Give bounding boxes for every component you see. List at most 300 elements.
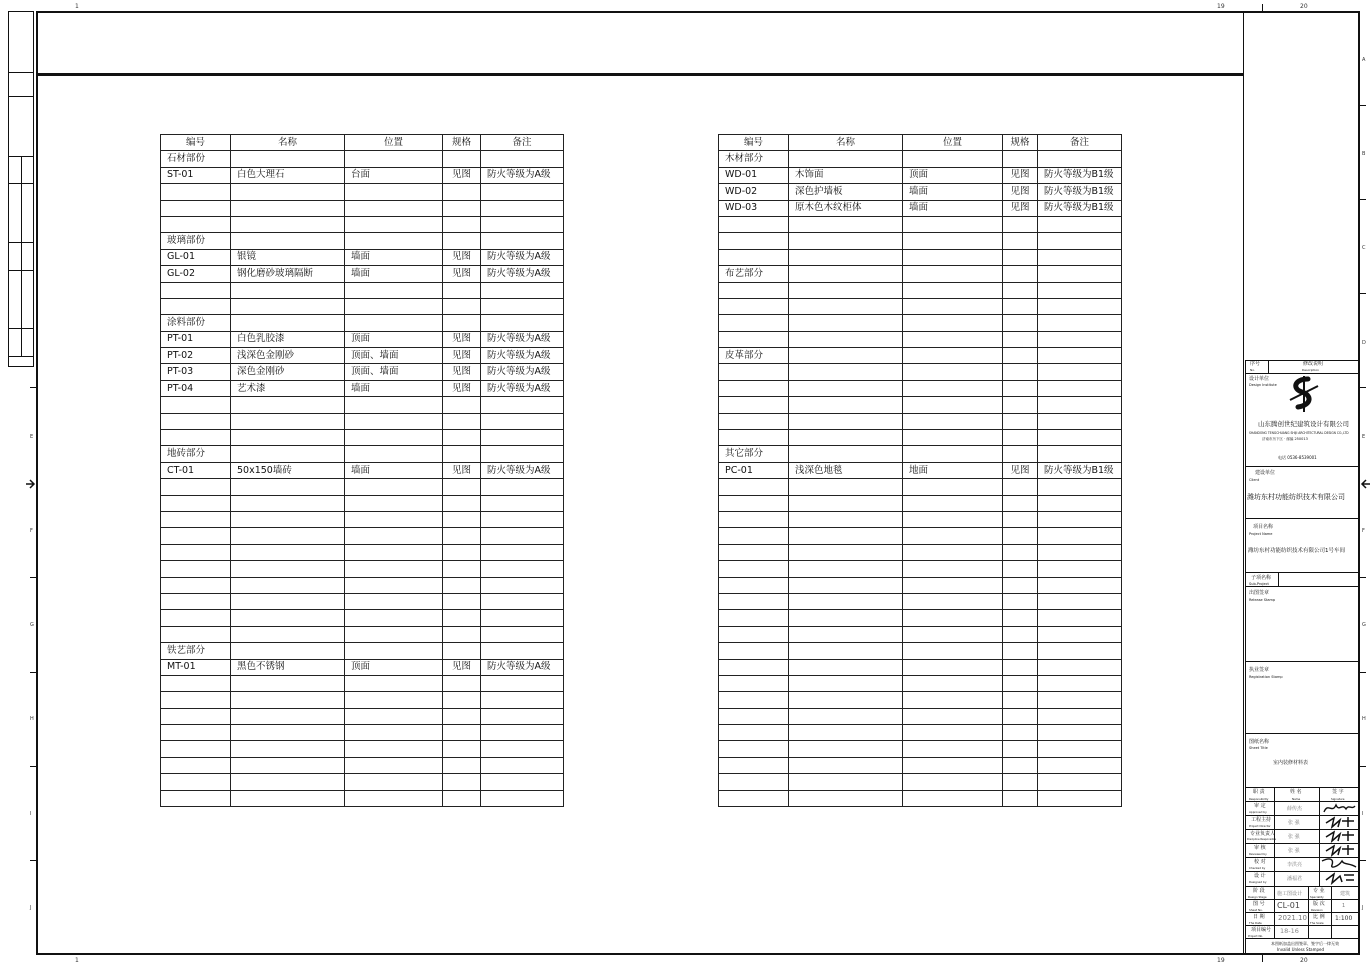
material-table-right bbox=[718, 134, 1122, 807]
cell-code bbox=[719, 774, 789, 790]
cell-code: 地砖部分 bbox=[161, 446, 231, 462]
cell-note: 防火等级为B1级 bbox=[1038, 462, 1122, 478]
cell-position: 墙面 bbox=[903, 184, 1003, 200]
cell-name: 原木色木纹柜体 bbox=[789, 200, 903, 216]
cell-note bbox=[1038, 233, 1122, 249]
cell-note: 防火等级为A级 bbox=[481, 167, 564, 183]
cell-note bbox=[1038, 643, 1122, 659]
cell-spec bbox=[443, 757, 481, 773]
cell-name bbox=[789, 725, 903, 741]
cell-note bbox=[481, 675, 564, 691]
cell-position bbox=[903, 741, 1003, 757]
design-institute-label-en: Design Institute bbox=[1249, 383, 1277, 387]
cell-spec bbox=[443, 528, 481, 544]
cell-note bbox=[1038, 151, 1122, 167]
cell-spec bbox=[1003, 315, 1038, 331]
cell-code: 玻璃部份 bbox=[161, 233, 231, 249]
cell-position bbox=[903, 643, 1003, 659]
reviewed-label: 审 核 bbox=[1254, 845, 1266, 851]
cell-note bbox=[481, 528, 564, 544]
revision-desc-label-en: Description bbox=[1302, 368, 1320, 372]
frame-tick bbox=[1360, 766, 1366, 767]
revision-desc-label: 修改说明 bbox=[1303, 361, 1324, 367]
table-row bbox=[161, 430, 564, 446]
table-row bbox=[719, 364, 1122, 380]
cell-spec bbox=[443, 561, 481, 577]
cell-position: 墙面 bbox=[903, 200, 1003, 216]
cell-note bbox=[1038, 544, 1122, 560]
cell-spec bbox=[443, 675, 481, 691]
sheet-title: 室内装修材料表 bbox=[1273, 760, 1309, 766]
cell-code bbox=[161, 298, 231, 314]
cell-position bbox=[903, 364, 1003, 380]
cell-name: 50x150墙砖 bbox=[231, 462, 345, 478]
cell-code: GL-01 bbox=[161, 249, 231, 265]
stage-value: 施工图设计 bbox=[1277, 891, 1303, 897]
cell-code bbox=[719, 725, 789, 741]
table-row bbox=[719, 200, 1122, 216]
cell-spec bbox=[1003, 511, 1038, 527]
subproject-label: 子项名称 bbox=[1251, 575, 1272, 581]
cell-note bbox=[1038, 610, 1122, 626]
cell-position bbox=[345, 298, 443, 314]
cell-position bbox=[903, 380, 1003, 396]
cell-code bbox=[161, 610, 231, 626]
title-block-rule bbox=[1245, 886, 1359, 887]
cell-name bbox=[789, 397, 903, 413]
cell-position bbox=[903, 249, 1003, 265]
cell-position bbox=[345, 479, 443, 495]
table-row bbox=[719, 561, 1122, 577]
cell-name bbox=[231, 577, 345, 593]
cell-position: 墙面 bbox=[345, 266, 443, 282]
cell-code bbox=[161, 561, 231, 577]
cell-position bbox=[345, 528, 443, 544]
scale-label-en: The Scale bbox=[1310, 921, 1324, 925]
cell-note bbox=[1038, 348, 1122, 364]
cell-code bbox=[161, 511, 231, 527]
title-block-rule bbox=[1245, 572, 1359, 573]
frame-letter: G bbox=[30, 622, 34, 628]
table-row bbox=[161, 184, 564, 200]
cell-spec bbox=[1003, 643, 1038, 659]
cell-note bbox=[481, 233, 564, 249]
cell-note: 防火等级为A级 bbox=[481, 462, 564, 478]
cell-spec bbox=[1003, 741, 1038, 757]
cell-position bbox=[345, 200, 443, 216]
specialty-label: 专 业 bbox=[1313, 888, 1325, 894]
cell-spec bbox=[1003, 544, 1038, 560]
cell-name bbox=[231, 626, 345, 642]
cell-position bbox=[345, 757, 443, 773]
table-row bbox=[161, 249, 564, 265]
table-row bbox=[719, 430, 1122, 446]
table-row bbox=[719, 315, 1122, 331]
cell-spec bbox=[1003, 577, 1038, 593]
cell-name bbox=[789, 282, 903, 298]
cell-name bbox=[789, 708, 903, 724]
table-row bbox=[161, 643, 564, 659]
table-row bbox=[161, 790, 564, 806]
header-note: 备注 bbox=[1038, 135, 1122, 151]
cell-name bbox=[231, 430, 345, 446]
cell-code bbox=[719, 561, 789, 577]
cell-name bbox=[231, 544, 345, 560]
cell-name: 木饰面 bbox=[789, 167, 903, 183]
table-row bbox=[161, 774, 564, 790]
cell-name bbox=[231, 200, 345, 216]
cell-code bbox=[161, 741, 231, 757]
cell-spec bbox=[1003, 249, 1038, 265]
table-row bbox=[161, 216, 564, 232]
project-name: 潍坊东村功能纺织技术有限公司1号车间 bbox=[1248, 548, 1346, 554]
cell-name: 钢化磨砂玻璃隔断 bbox=[231, 266, 345, 282]
cell-name bbox=[231, 675, 345, 691]
table-header-row bbox=[161, 135, 564, 151]
table-row bbox=[719, 216, 1122, 232]
cell-spec bbox=[443, 233, 481, 249]
cell-position: 墙面 bbox=[345, 380, 443, 396]
cell-code: 铁艺部分 bbox=[161, 643, 231, 659]
specialty-label-en: Speciality bbox=[1310, 895, 1324, 899]
table-row bbox=[719, 397, 1122, 413]
cell-name bbox=[231, 495, 345, 511]
cell-spec bbox=[443, 200, 481, 216]
table-row bbox=[719, 757, 1122, 773]
cell-code bbox=[161, 675, 231, 691]
frame-letter: J bbox=[1362, 905, 1364, 911]
cell-spec bbox=[1003, 266, 1038, 282]
cell-position bbox=[345, 593, 443, 609]
table-row bbox=[161, 380, 564, 396]
cell-name bbox=[789, 364, 903, 380]
cell-position bbox=[903, 561, 1003, 577]
cell-code: 木材部分 bbox=[719, 151, 789, 167]
cell-spec bbox=[443, 511, 481, 527]
cell-note bbox=[481, 495, 564, 511]
table-row bbox=[161, 282, 564, 298]
title-block-rule bbox=[1245, 787, 1359, 788]
cell-code: GL-02 bbox=[161, 266, 231, 282]
cell-code bbox=[719, 659, 789, 675]
cell-name bbox=[231, 298, 345, 314]
reviewed-name: 张 强 bbox=[1288, 848, 1300, 854]
frame-number: 20 bbox=[1300, 3, 1308, 10]
table-row bbox=[719, 151, 1122, 167]
cell-spec bbox=[443, 643, 481, 659]
cell-code bbox=[161, 397, 231, 413]
cell-position bbox=[345, 495, 443, 511]
header-code: 编号 bbox=[161, 135, 231, 151]
cell-position bbox=[903, 446, 1003, 462]
cell-note bbox=[481, 446, 564, 462]
cell-spec bbox=[1003, 495, 1038, 511]
table-row bbox=[161, 577, 564, 593]
cell-name bbox=[789, 430, 903, 446]
table-row bbox=[719, 774, 1122, 790]
title-block-rule bbox=[1245, 938, 1359, 939]
sheet-title-label: 图纸名称 bbox=[1249, 739, 1270, 745]
cell-note bbox=[481, 757, 564, 773]
cell-code bbox=[161, 725, 231, 741]
approved-signature-icon bbox=[1322, 800, 1356, 816]
cell-position: 顶面 bbox=[903, 167, 1003, 183]
table-row bbox=[719, 610, 1122, 626]
table-row bbox=[161, 659, 564, 675]
cell-name bbox=[231, 151, 345, 167]
table-row bbox=[161, 561, 564, 577]
table-row bbox=[719, 725, 1122, 741]
cell-note bbox=[1038, 659, 1122, 675]
cell-code bbox=[719, 790, 789, 806]
cell-code: MT-01 bbox=[161, 659, 231, 675]
cell-spec: 见图 bbox=[443, 364, 481, 380]
frame-letter: H bbox=[30, 716, 34, 722]
cell-note: 防火等级为A级 bbox=[481, 249, 564, 265]
specialty-value: 建筑 bbox=[1340, 891, 1351, 897]
cell-spec bbox=[1003, 413, 1038, 429]
cell-spec bbox=[1003, 692, 1038, 708]
cell-spec bbox=[1003, 774, 1038, 790]
project-label-en: Project Name bbox=[1249, 532, 1273, 536]
table-row bbox=[719, 233, 1122, 249]
cell-spec bbox=[443, 741, 481, 757]
name-label-en: Name bbox=[1292, 797, 1301, 801]
table-row bbox=[719, 511, 1122, 527]
cell-name: 浅深色金刚砂 bbox=[231, 348, 345, 364]
cell-code bbox=[719, 544, 789, 560]
date-label-en: The Date bbox=[1249, 921, 1262, 925]
cell-spec: 见图 bbox=[443, 380, 481, 396]
release-stamp-label-en: Release Stamp bbox=[1249, 598, 1276, 602]
checked-signature-icon bbox=[1320, 855, 1358, 871]
frame-letter: B bbox=[1362, 151, 1366, 157]
cell-name bbox=[789, 610, 903, 626]
cell-note bbox=[1038, 561, 1122, 577]
cell-position bbox=[345, 626, 443, 642]
cell-note bbox=[1038, 266, 1122, 282]
table-row bbox=[719, 298, 1122, 314]
responsibility-label: 职 责 bbox=[1253, 789, 1265, 795]
cell-position bbox=[345, 216, 443, 232]
cell-code: 涂料部份 bbox=[161, 315, 231, 331]
approved-label: 审 定 bbox=[1254, 803, 1266, 809]
cell-position bbox=[903, 479, 1003, 495]
cell-spec bbox=[1003, 708, 1038, 724]
cell-name bbox=[789, 479, 903, 495]
table-row bbox=[719, 167, 1122, 183]
cell-code bbox=[719, 528, 789, 544]
cell-spec bbox=[443, 151, 481, 167]
revision-no-label: 序号 bbox=[1250, 361, 1261, 367]
header-name: 名称 bbox=[789, 135, 903, 151]
center-mark-arrow-right-icon bbox=[1360, 478, 1370, 490]
title-block-rule bbox=[1245, 466, 1359, 467]
title-block-rule bbox=[1245, 733, 1359, 734]
cell-note: 防火等级为B1级 bbox=[1038, 167, 1122, 183]
cell-code: PT-03 bbox=[161, 364, 231, 380]
header-note: 备注 bbox=[481, 135, 564, 151]
table-row bbox=[161, 151, 564, 167]
cell-name: 黑色不锈钢 bbox=[231, 659, 345, 675]
cell-note: 防火等级为A级 bbox=[481, 364, 564, 380]
cell-name bbox=[231, 757, 345, 773]
table-row bbox=[719, 708, 1122, 724]
cell-note bbox=[1038, 675, 1122, 691]
cell-note bbox=[481, 184, 564, 200]
cell-position bbox=[903, 610, 1003, 626]
discipline-label: 专业负责人 bbox=[1250, 831, 1276, 837]
table-row bbox=[161, 708, 564, 724]
cell-name bbox=[231, 741, 345, 757]
cell-position: 顶面、墙面 bbox=[345, 364, 443, 380]
title-block-rule bbox=[1245, 586, 1359, 587]
cell-note bbox=[481, 151, 564, 167]
title-block-rule bbox=[1245, 518, 1359, 519]
header-position: 位置 bbox=[345, 135, 443, 151]
cell-code bbox=[719, 610, 789, 626]
cell-note: 防火等级为B1级 bbox=[1038, 184, 1122, 200]
cell-spec bbox=[443, 397, 481, 413]
cell-name bbox=[231, 233, 345, 249]
sheet-no-label-en: Sheet No. bbox=[1249, 908, 1263, 912]
cell-position bbox=[345, 741, 443, 757]
approved-label-en: Approved by bbox=[1249, 810, 1267, 814]
cell-note bbox=[1038, 708, 1122, 724]
header-code: 编号 bbox=[719, 135, 789, 151]
frame-tick bbox=[1262, 4, 1263, 11]
cell-note bbox=[1038, 397, 1122, 413]
company-phone: 电话 0536-8539001 bbox=[1278, 455, 1317, 460]
cell-name bbox=[231, 479, 345, 495]
table-row bbox=[161, 167, 564, 183]
cell-note bbox=[1038, 741, 1122, 757]
table-row bbox=[161, 610, 564, 626]
table-row bbox=[161, 593, 564, 609]
cell-note bbox=[1038, 511, 1122, 527]
cell-note: 防火等级为A级 bbox=[481, 266, 564, 282]
cell-name bbox=[231, 397, 345, 413]
registration-stamp-label: 执业签章 bbox=[1249, 667, 1270, 673]
cell-code bbox=[161, 479, 231, 495]
cell-code: 石材部份 bbox=[161, 151, 231, 167]
frame-tick bbox=[30, 577, 36, 578]
cell-note: 防火等级为A级 bbox=[481, 348, 564, 364]
cell-code bbox=[719, 495, 789, 511]
cell-note bbox=[481, 593, 564, 609]
cell-note bbox=[481, 298, 564, 314]
table-row bbox=[161, 479, 564, 495]
cell-spec: 见图 bbox=[443, 348, 481, 364]
cell-name bbox=[789, 233, 903, 249]
cell-spec bbox=[443, 282, 481, 298]
cell-note: 防火等级为B1级 bbox=[1038, 200, 1122, 216]
cell-spec: 见图 bbox=[443, 659, 481, 675]
chief-engineer-signature-icon bbox=[1324, 815, 1356, 829]
cell-code bbox=[719, 757, 789, 773]
cell-note bbox=[481, 741, 564, 757]
frame-letter: J bbox=[30, 905, 32, 911]
frame-letter: C bbox=[1362, 245, 1366, 251]
table-row bbox=[161, 397, 564, 413]
cell-position bbox=[345, 397, 443, 413]
cell-code bbox=[161, 757, 231, 773]
cell-position bbox=[903, 692, 1003, 708]
cell-position bbox=[903, 397, 1003, 413]
cell-note: 防火等级为A级 bbox=[481, 380, 564, 396]
cell-note bbox=[1038, 249, 1122, 265]
cell-name bbox=[789, 692, 903, 708]
cell-note bbox=[1038, 774, 1122, 790]
cell-name bbox=[789, 298, 903, 314]
project-no-label-en: Project No. bbox=[1248, 934, 1264, 938]
cell-spec: 见图 bbox=[1003, 167, 1038, 183]
cell-name bbox=[231, 774, 345, 790]
cell-note bbox=[1038, 593, 1122, 609]
table-row bbox=[161, 200, 564, 216]
cell-note bbox=[1038, 364, 1122, 380]
table-row bbox=[161, 315, 564, 331]
column-divider bbox=[21, 156, 22, 356]
stage-label: 阶 段 bbox=[1253, 888, 1265, 894]
cell-spec bbox=[1003, 446, 1038, 462]
cell-note bbox=[1038, 626, 1122, 642]
header-spec: 规格 bbox=[1003, 135, 1038, 151]
cell-spec: 见图 bbox=[1003, 200, 1038, 216]
cell-spec bbox=[1003, 659, 1038, 675]
title-block-rule bbox=[1245, 661, 1359, 662]
cell-position bbox=[345, 643, 443, 659]
cell-spec bbox=[1003, 593, 1038, 609]
frame-tick bbox=[1360, 672, 1366, 673]
cell-spec bbox=[1003, 757, 1038, 773]
frame-letter: F bbox=[1362, 528, 1365, 534]
cell-name bbox=[789, 413, 903, 429]
cell-spec bbox=[1003, 675, 1038, 691]
cell-code bbox=[719, 511, 789, 527]
frame-tick bbox=[30, 860, 36, 861]
cell-spec bbox=[1003, 216, 1038, 232]
table-row bbox=[719, 413, 1122, 429]
table-row bbox=[719, 675, 1122, 691]
cell-name bbox=[231, 216, 345, 232]
cell-name: 白色乳胶漆 bbox=[231, 331, 345, 347]
cell-name bbox=[789, 495, 903, 511]
cell-name: 深色护墙板 bbox=[789, 184, 903, 200]
cell-name bbox=[789, 511, 903, 527]
cell-note bbox=[1038, 446, 1122, 462]
cell-code bbox=[719, 413, 789, 429]
table-row bbox=[719, 249, 1122, 265]
table-row bbox=[719, 692, 1122, 708]
cell-name bbox=[789, 380, 903, 396]
cell-code bbox=[719, 397, 789, 413]
cell-note bbox=[481, 692, 564, 708]
table-row bbox=[161, 495, 564, 511]
cell-note bbox=[1038, 479, 1122, 495]
revision-label: 版 次 bbox=[1313, 901, 1325, 907]
frame-letter: D bbox=[1362, 340, 1366, 346]
cell-spec bbox=[1003, 479, 1038, 495]
cell-code bbox=[719, 298, 789, 314]
cell-spec bbox=[1003, 561, 1038, 577]
table-row bbox=[719, 446, 1122, 462]
cell-note bbox=[481, 413, 564, 429]
title-block-rule bbox=[1245, 925, 1359, 926]
cell-spec bbox=[443, 610, 481, 626]
registration-stamp-label-en: Registration Stamp bbox=[1249, 675, 1283, 679]
frame-letter: I bbox=[1362, 811, 1364, 817]
